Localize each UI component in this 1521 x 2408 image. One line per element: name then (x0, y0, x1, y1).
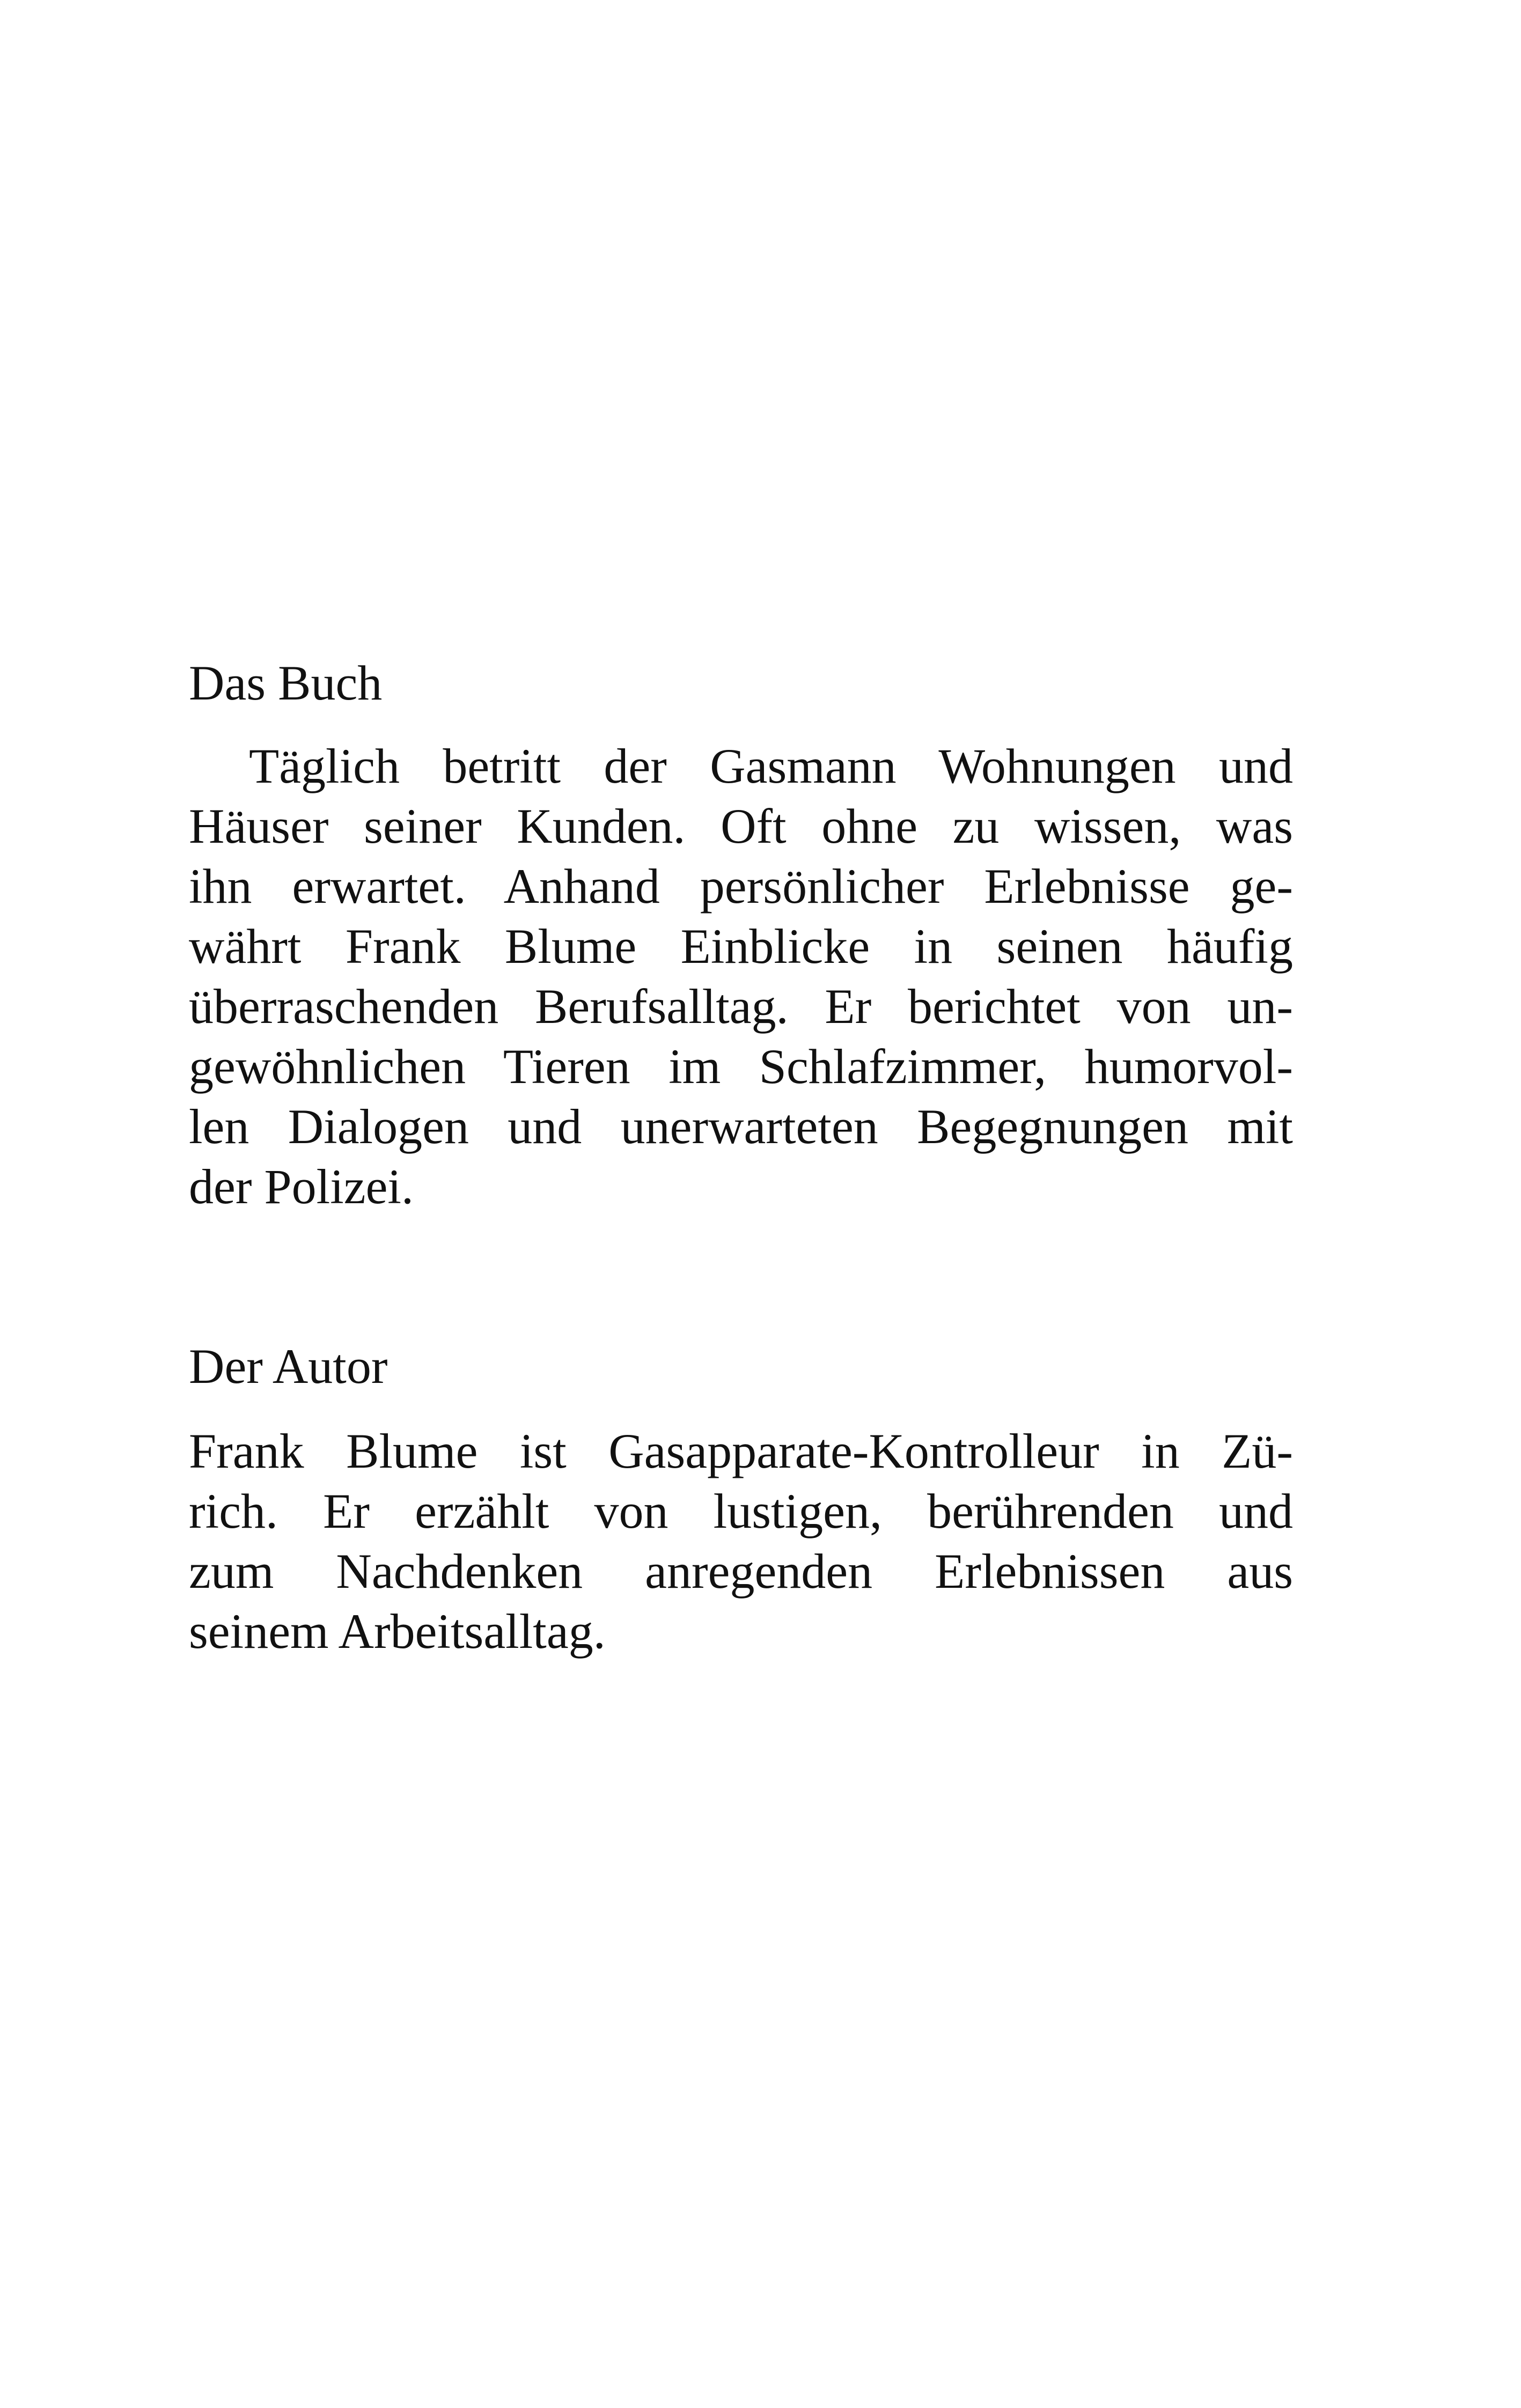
book-heading: Das Buch (189, 656, 383, 710)
book-description-line: len Dialogen und unerwarteten Begegnungen mit (189, 1099, 1293, 1154)
book-description-line: überraschenden Berufsalltag. Er berichtet von un- (189, 979, 1293, 1034)
author-description-line: Frank Blume ist Gasapparate-Kontrolleur in Zü- (189, 1424, 1293, 1478)
author-heading: Der Autor (189, 1339, 388, 1394)
author-description-line: zum Nachdenken anregenden Erlebnissen aus (189, 1544, 1293, 1599)
book-description-line: Täglich betritt der Gasmann Wohnungen und (249, 739, 1293, 793)
author-description (189, 1421, 1293, 1661)
book-description-line: währt Frank Blume Einblicke in seinen häufig (189, 919, 1293, 974)
book-description-line: gewöhnlichen Tieren im Schlafzimmer, humorvol- (189, 1039, 1293, 1094)
book-description-line: ihn erwartet. Anhand persönlicher Erlebnisse ge- (189, 859, 1293, 914)
author-description-line: seinem Arbeitsalltag. (189, 1604, 606, 1659)
book-description (189, 736, 1293, 1217)
book-description-line: der Polizei. (189, 1159, 414, 1214)
book-description-line: Häuser seiner Kunden. Oft ohne zu wissen, was (189, 799, 1293, 853)
author-description-line: rich. Er erzählt von lustigen, berührenden und (189, 1484, 1293, 1538)
